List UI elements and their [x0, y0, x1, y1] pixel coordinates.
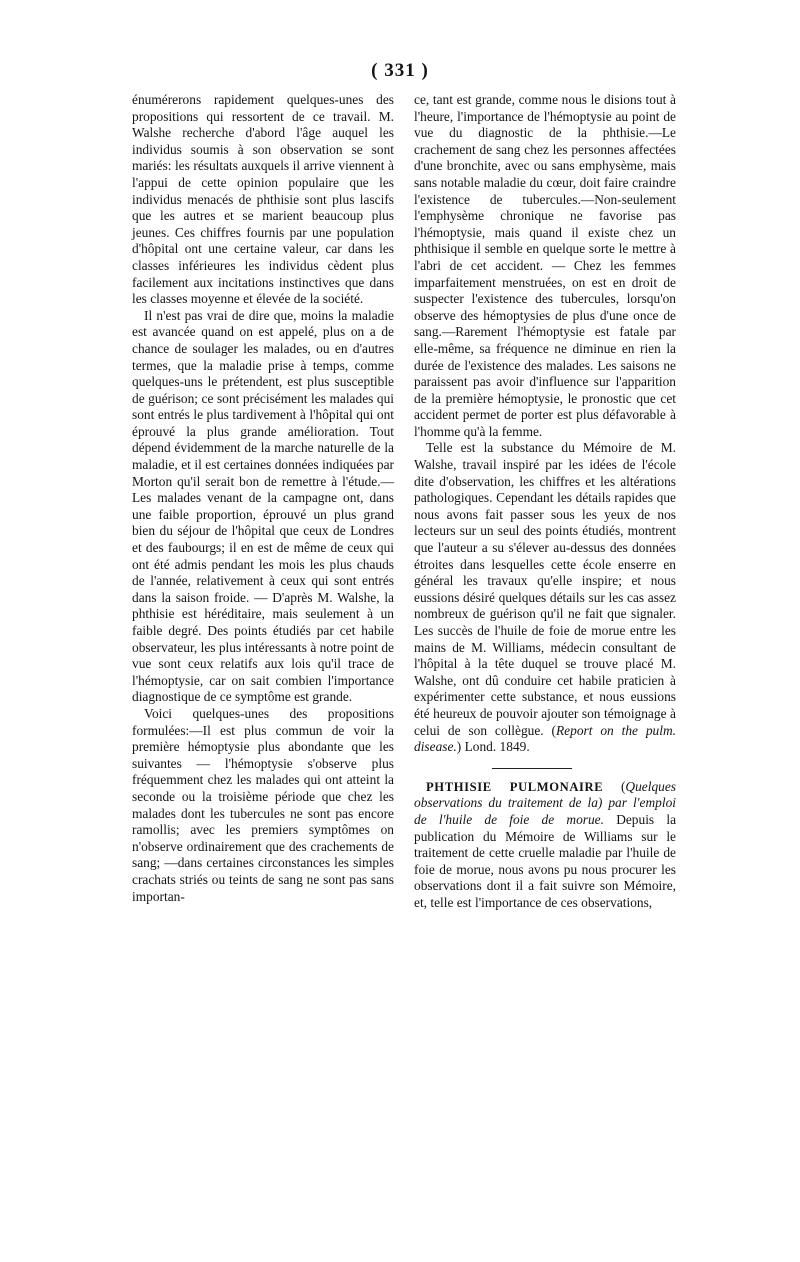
right-column: [414, 92, 676, 912]
paragraph-text: Telle est la substance du Mémoire de M. Walshe, travail inspiré par les idées de l'école dite d'observation, les chiffres et les altérations pathologiques. Cependant les détails rapides que nous avons fait passer sous les yeux de nos lecteurs sur un seul des points étudiés, montrent que l'auteur a su s'élever au-dessus des données étroites dans lesquelles cette école enserre en général les travaux qu'elle inspire; et nous eussions désiré quelques détails sur les cas assez nombreux de guérison qu'il ne fait que signaler. Les succès de l'huile de foie de morue entre les mains de M. Williams, médecin consultant de l'hôpital à la tête duquel se trouve placé M. Walshe, ont dû conduire cet habile praticien à expérimenter cette substance, et nous eussions été heureux de pouvoir ajouter son témoignage à celui de son collègue. (: [414, 440, 676, 738]
article-text: Depuis la publication du Mémoire de Williams sur le traitement de cette cruelle maladie par l'huile de foie de morue, nous avons pu nous procurer les observations dont il a fait suivre son Mémoire, et, telle est l'importance de ces observations,: [414, 811, 677, 910]
page-number: ( 331 ): [371, 60, 429, 81]
subtitle-open: (: [603, 778, 626, 794]
reference-title: Report on the pulm. disease.: [414, 722, 676, 755]
left-column: [132, 92, 394, 905]
paragraph: ce, tant est grande, comme nous le disions tout à l'heure, l'importance de l'hémoptysie au point de vue du diagnostic de la phthisie.—Le crachement de sang chez les personnes affectées d'une bronchite, avec ou sans emphysème, mais sans notable maladie du cœur, doit faire craindre l'existence de tubercules.—Non-seulement l'emphysème chronique ne favorise pas l'hémoptysie, mais quand il existe chez un phthisique il semble en quelque sorte le mettre à l'abri de cet accident. — Chez les femmes imparfaitement menstruées, on est en droit de suspecter l'existence des tubercules, lorsqu'on observe des hémoptysies de plus d'une once de sang.—Rarement l'hémoptysie est fatale par elle-même, sa fréquence ne diminue en rien la durée de l'existence des malades. Les saisons ne paraissent pas avoir d'influence sur l'apparition de la première hémoptysie, le pronostic que cet accident permet de porter est plus défavorable à l'homme qu'à la femme.: [414, 92, 676, 439]
separator-rule: [492, 768, 572, 769]
article-heading: PHTHISIE PULMONAIRE: [426, 779, 604, 794]
article-paragraph: [414, 779, 676, 912]
paragraph: Voici quelques-unes des propositions formulées:—Il est plus commun de voir la première hémoptysie plus abondante que les suivantes — l'hémoptysie s'observe plus fréquemment chez les malades qui ont atteint la seconde ou la troisième période que chez les malades dont les tubercules ne sont pas encore ramollis; avec les premiers symptômes on n'observe ordinairement que des crachements de sang; —dans certaines circonstances les simples crachats striés ou teints de sang ne sont pas sans importan-: [132, 705, 394, 904]
paragraph: Il n'est pas vrai de dire que, moins la maladie est avancée quand on est appelé, plus on a de chance de soulager les malades, ou en d'autres termes, que la maladie prise à temps, comme quelques-uns le prétendent, est plus susceptible de guérison; ce sont précisément les malades qui sont entrés le plus tardivement à l'hôpital qui ont éprouvé la plus grande amélioration. Tout dépend évidemment de la marche naturelle de la maladie, et il est certaines données indiquées par Morton qu'il serait bon de remettre à l'étude.—Les malades venant de la campagne ont, dans une faible proportion, éprouvé un plus grand bien du séjour de l'hôpital que ceux de Londres et des faubourgs; il en est de même de ceux qui ont été admis pendant les mois les plus chauds de l'année, relativement à ceux qui sont entrés dans la saison froide. — D'après M. Walshe, la phthisie est héréditaire, mais seulement à un faible degré. Des points étudiés par cet habile observateur, les plus intéressants à notre point de vue sont ceux relatifs aux lois qu'il trace de l'hémoptysie, car on sait combien l'importance diagnostique de ce symptôme est grande.: [132, 307, 394, 705]
paragraph: énumérerons rapidement quelques-unes des propositions qui ressortent de ce travail. M. Walshe recherche d'abord l'âge auquel les individus soumis à son observation se sont mariés: les résultats auxquels il arrive viennent à l'appui de cette opinion populaire que les individus menacés de phthisie sont plus lascifs que les autres et se marient beaucoup plus jeunes. Ces chiffres fournis par une population d'hôpital ont une certaine valeur, car dans les classes inférieures les individus cèdent plus facilement aux incitations instinctives que dans les classes moyenne et élevée de la société.: [132, 92, 394, 307]
paragraph: [414, 440, 676, 755]
reference-source: ) Lond. 1849.: [456, 739, 530, 755]
article-subtitle: Quelques observations du traitement de la) par l'emploi de l'huile de foie de morue.: [414, 778, 676, 827]
